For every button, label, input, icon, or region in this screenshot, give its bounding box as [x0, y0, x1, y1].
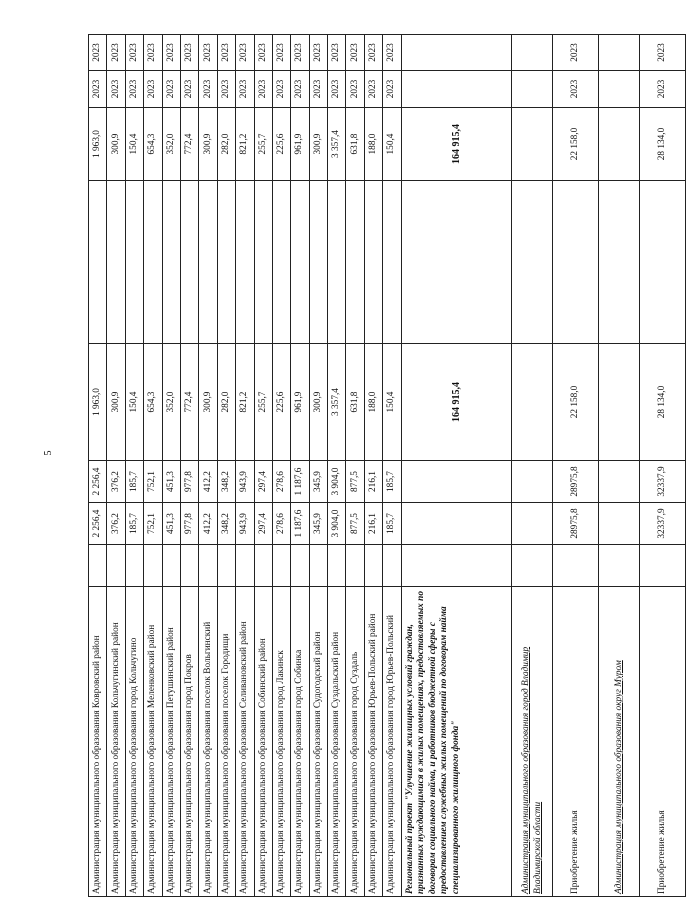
- cell-y1: 2023: [125, 71, 143, 108]
- murom-c4: 28 134,0: [639, 108, 685, 181]
- cell-c2: 412,2: [199, 461, 217, 503]
- cell-c2: 2 256,4: [89, 461, 107, 503]
- table-row: [272, 35, 290, 897]
- cell-c3: 150,4: [125, 344, 143, 461]
- cell-c1: 297,4: [254, 503, 272, 545]
- cell-c1: 185,7: [125, 503, 143, 545]
- empty-cell: [346, 181, 364, 344]
- empty-cell: [199, 545, 217, 587]
- empty-cell: [328, 545, 346, 587]
- murom-admin-row: [598, 35, 639, 897]
- table-row: [383, 35, 401, 897]
- table-row: [364, 35, 382, 897]
- cell-y1: 2023: [217, 71, 235, 108]
- empty-cell: [272, 181, 290, 344]
- row-name: Администрация муниципального образования Ковровский район: [89, 587, 107, 897]
- row-name: Администрация муниципального образования поселок Городищи: [217, 587, 235, 897]
- empty-cell: [217, 181, 235, 344]
- cell-c3: 352,0: [162, 344, 180, 461]
- table-row: [309, 35, 327, 897]
- empty-cell: [383, 181, 401, 344]
- empty-cell: [144, 181, 162, 344]
- cell-c4: 150,4: [383, 108, 401, 181]
- murom-c3: 28 134,0: [639, 344, 685, 461]
- rotated-table-viewport: [88, 35, 667, 897]
- cell-c2: 3 904,0: [328, 461, 346, 503]
- cell-c2: 451,3: [162, 461, 180, 503]
- empty-cell: [272, 545, 290, 587]
- cell-c1: 278,6: [272, 503, 290, 545]
- vladimir-c2: 28975,8: [552, 461, 598, 503]
- cell-c2: 345,9: [309, 461, 327, 503]
- cell-y2: 2023: [291, 35, 309, 71]
- cell-c4: 1 963,0: [89, 108, 107, 181]
- vladimir-y1: 2023: [552, 71, 598, 108]
- row-name: Администрация муниципального образования город Суздаль: [346, 587, 364, 897]
- empty-cell: [107, 181, 125, 344]
- cell-y1: 2023: [346, 71, 364, 108]
- cell-c2: 297,4: [254, 461, 272, 503]
- empty-cell: [328, 181, 346, 344]
- cell-y2: 2023: [199, 35, 217, 71]
- table-row: [328, 35, 346, 897]
- cell-y2: 2023: [236, 35, 254, 71]
- cell-c1: 348,2: [217, 503, 235, 545]
- cell-c1: 877,5: [346, 503, 364, 545]
- empty-cell: [254, 181, 272, 344]
- cell-y1: 2023: [236, 71, 254, 108]
- project-row: [401, 35, 511, 897]
- row-name: Администрация муниципального образования Селивановский район: [236, 587, 254, 897]
- vladimir-c1: 28975,8: [552, 503, 598, 545]
- murom-y1: 2023: [639, 71, 685, 108]
- cell-y2: 2023: [180, 35, 198, 71]
- cell-y2: 2023: [383, 35, 401, 71]
- cell-y2: 2023: [217, 35, 235, 71]
- cell-c3: 772,4: [180, 344, 198, 461]
- empty-cell: [236, 181, 254, 344]
- table-row: [254, 35, 272, 897]
- cell-c4: 821,2: [236, 108, 254, 181]
- cell-c2: 1 187,6: [291, 461, 309, 503]
- cell-c2: 877,5: [346, 461, 364, 503]
- table-row: [89, 35, 107, 897]
- empty-cell: [236, 545, 254, 587]
- vladimir-c3: 22 158,0: [552, 344, 598, 461]
- cell-c3: 188,0: [364, 344, 382, 461]
- cell-c2: 752,1: [144, 461, 162, 503]
- cell-y2: 2023: [125, 35, 143, 71]
- cell-y2: 2023: [107, 35, 125, 71]
- table-row: [107, 35, 125, 897]
- empty-cell: [199, 181, 217, 344]
- cell-y1: 2023: [291, 71, 309, 108]
- murom-c2: 32337,9: [639, 461, 685, 503]
- cell-y1: 2023: [383, 71, 401, 108]
- empty-cell: [364, 545, 382, 587]
- cell-c2: 376,2: [107, 461, 125, 503]
- vladimir-item-name: Приобретение жилья: [552, 587, 598, 897]
- funding-table: [88, 34, 686, 897]
- cell-y1: 2023: [107, 71, 125, 108]
- cell-c3: 821,2: [236, 344, 254, 461]
- cell-c3: 631,8: [346, 344, 364, 461]
- empty-cell: [291, 181, 309, 344]
- cell-c4: 772,4: [180, 108, 198, 181]
- project-name: Региональный проект "Улучшение жилищных условий граждан, признанных нуждающимися в жилых помещениях, предоставляемых по договорам социального найма, и работников бюджетной сферы с предоставлением служебных жилых помещений по договорам найма специализированного жилищного фонда": [401, 587, 511, 897]
- cell-c4: 300,9: [107, 108, 125, 181]
- cell-c3: 282,0: [217, 344, 235, 461]
- table-row: [125, 35, 143, 897]
- cell-c1: 412,2: [199, 503, 217, 545]
- empty-cell: [180, 545, 198, 587]
- cell-y2: 2023: [364, 35, 382, 71]
- empty-cell: [309, 545, 327, 587]
- row-name: Администрация муниципального образования город Лакинск: [272, 587, 290, 897]
- cell-y2: 2023: [254, 35, 272, 71]
- page-number: 5: [43, 450, 54, 456]
- row-name: Администрация муниципального образования город Кольчугино: [125, 587, 143, 897]
- cell-c3: 300,9: [309, 344, 327, 461]
- murom-c1: 32337,9: [639, 503, 685, 545]
- empty-cell: [180, 181, 198, 344]
- row-name: Администрация муниципального образования Суздальский район: [328, 587, 346, 897]
- cell-y2: 2023: [328, 35, 346, 71]
- cell-c4: 352,0: [162, 108, 180, 181]
- municipality-rows: [89, 35, 402, 897]
- table-row: [144, 35, 162, 897]
- empty-cell: [364, 181, 382, 344]
- cell-c1: 752,1: [144, 503, 162, 545]
- cell-y1: 2023: [199, 71, 217, 108]
- vladimir-y2: 2023: [552, 35, 598, 71]
- cell-c1: 216,1: [364, 503, 382, 545]
- cell-c3: 654,3: [144, 344, 162, 461]
- table-row: [217, 35, 235, 897]
- cell-y2: 2023: [162, 35, 180, 71]
- cell-c3: 225,6: [272, 344, 290, 461]
- cell-c2: 185,7: [125, 461, 143, 503]
- murom-admin-name: Администрация муниципального образования округ Муром: [598, 587, 639, 897]
- cell-c2: 348,2: [217, 461, 235, 503]
- cell-c1: 2 256,4: [89, 503, 107, 545]
- cell-c2: 977,8: [180, 461, 198, 503]
- row-name: Администрация муниципального образования город Юрьев-Польский: [383, 587, 401, 897]
- project-total-b: 164 915,4: [401, 108, 511, 181]
- table-row: [291, 35, 309, 897]
- cell-c4: 282,0: [217, 108, 235, 181]
- cell-y2: 2023: [272, 35, 290, 71]
- murom-acquisition-row: [639, 35, 685, 897]
- cell-c4: 300,9: [199, 108, 217, 181]
- project-total-a: 164 915,4: [401, 344, 511, 461]
- row-name: Администрация муниципального образования город Собинка: [291, 587, 309, 897]
- cell-y1: 2023: [364, 71, 382, 108]
- row-name: Администрация муниципального образования Петушинский район: [162, 587, 180, 897]
- cell-c1: 451,3: [162, 503, 180, 545]
- cell-c1: 1 187,6: [291, 503, 309, 545]
- murom-y2: 2023: [639, 35, 685, 71]
- cell-y1: 2023: [89, 71, 107, 108]
- rotated-table-page: [88, 35, 667, 897]
- empty-cell: [162, 181, 180, 344]
- row-name: Администрация муниципального образования Кольчугинский район: [107, 587, 125, 897]
- empty-cell: [383, 545, 401, 587]
- cell-y2: 2023: [144, 35, 162, 71]
- table-row: [346, 35, 364, 897]
- cell-c1: 3 904,0: [328, 503, 346, 545]
- cell-c4: 225,6: [272, 108, 290, 181]
- row-name: Администрация муниципального образования поселок Вольгинский: [199, 587, 217, 897]
- vladimir-admin-row: [511, 35, 552, 897]
- vladimir-acquisition-row: [552, 35, 598, 897]
- row-name: Администрация муниципального образования Судогодский район: [309, 587, 327, 897]
- cell-c3: 300,9: [107, 344, 125, 461]
- cell-y1: 2023: [254, 71, 272, 108]
- table-row: [236, 35, 254, 897]
- empty-cell: [144, 545, 162, 587]
- cell-c4: 300,9: [309, 108, 327, 181]
- empty-cell: [89, 545, 107, 587]
- cell-c2: 185,7: [383, 461, 401, 503]
- cell-c1: 185,7: [383, 503, 401, 545]
- vladimir-c4: 22 158,0: [552, 108, 598, 181]
- cell-c3: 300,9: [199, 344, 217, 461]
- cell-y1: 2023: [162, 71, 180, 108]
- table-row: [162, 35, 180, 897]
- cell-c2: 216,1: [364, 461, 382, 503]
- cell-y1: 2023: [180, 71, 198, 108]
- cell-c2: 943,9: [236, 461, 254, 503]
- row-name: Администрация муниципального образования Собинский район: [254, 587, 272, 897]
- empty-cell: [309, 181, 327, 344]
- cell-c4: 150,4: [125, 108, 143, 181]
- cell-c4: 961,9: [291, 108, 309, 181]
- cell-c1: 376,2: [107, 503, 125, 545]
- cell-y2: 2023: [346, 35, 364, 71]
- row-name: Администрация муниципального образования город Покров: [180, 587, 198, 897]
- empty-cell: [162, 545, 180, 587]
- row-name: Администрация муниципального образования Юрьев-Польский район: [364, 587, 382, 897]
- cell-c2: 278,6: [272, 461, 290, 503]
- cell-c3: 961,9: [291, 344, 309, 461]
- cell-c4: 3 357,4: [328, 108, 346, 181]
- cell-c3: 255,7: [254, 344, 272, 461]
- empty-cell: [125, 181, 143, 344]
- cell-c1: 943,9: [236, 503, 254, 545]
- cell-c1: 977,8: [180, 503, 198, 545]
- cell-c1: 345,9: [309, 503, 327, 545]
- cell-y1: 2023: [144, 71, 162, 108]
- empty-cell: [89, 181, 107, 344]
- vladimir-admin-name: Администрация муниципального образования город Владимир Владимирской области: [511, 587, 552, 897]
- table-row: [199, 35, 217, 897]
- empty-cell: [217, 545, 235, 587]
- cell-y1: 2023: [328, 71, 346, 108]
- cell-y1: 2023: [272, 71, 290, 108]
- empty-cell: [291, 545, 309, 587]
- empty-cell: [254, 545, 272, 587]
- table-row: [180, 35, 198, 897]
- cell-c4: 654,3: [144, 108, 162, 181]
- row-name: Администрация муниципального образования Меленковский район: [144, 587, 162, 897]
- empty-cell: [346, 545, 364, 587]
- empty-cell: [125, 545, 143, 587]
- cell-c4: 631,8: [346, 108, 364, 181]
- cell-c3: 3 357,4: [328, 344, 346, 461]
- empty-cell: [107, 545, 125, 587]
- cell-y1: 2023: [309, 71, 327, 108]
- cell-y2: 2023: [309, 35, 327, 71]
- cell-c4: 255,7: [254, 108, 272, 181]
- cell-y2: 2023: [89, 35, 107, 71]
- murom-item-name: Приобретение жилья: [639, 587, 685, 897]
- cell-c3: 1 963,0: [89, 344, 107, 461]
- cell-c4: 188,0: [364, 108, 382, 181]
- cell-c3: 150,4: [383, 344, 401, 461]
